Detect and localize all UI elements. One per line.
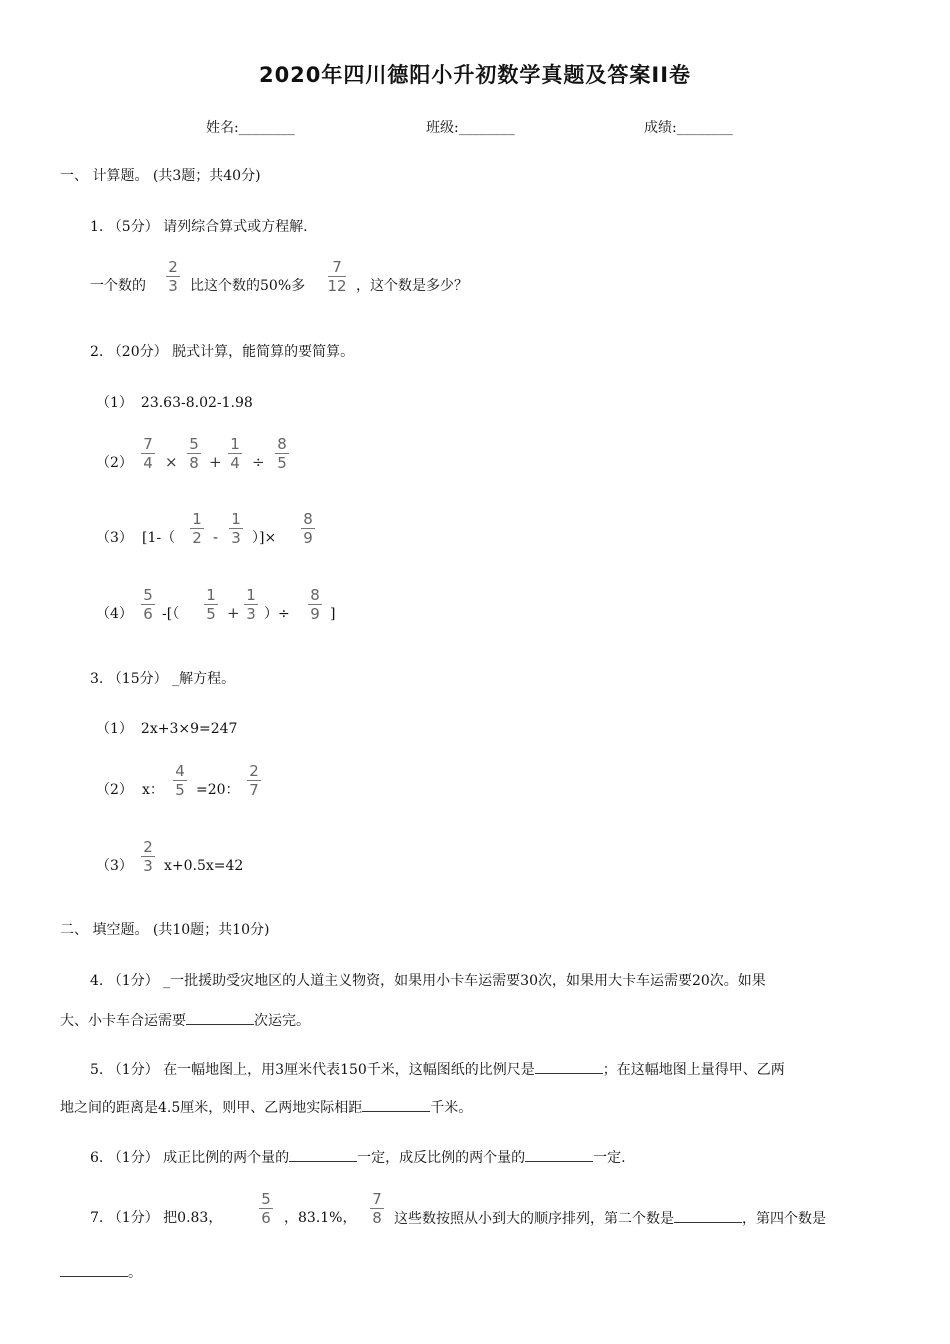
page-title: 2020年四川德阳小升初数学真题及答案II卷 xyxy=(258,63,692,87)
q3-part-1-label: （1） xyxy=(96,721,133,737)
q2-part-2-fraction-3: 1 4 xyxy=(226,436,244,471)
q2-part-2-fraction-4: 8 5 xyxy=(273,436,291,471)
q7-text-c: 这些数按照从小到大的顺序排列，第二个数是 ，第四个数是 xyxy=(394,1208,826,1229)
q3-heading: 3. （15分） _解方程。 xyxy=(90,671,236,687)
q1-text-a: 一个数的 xyxy=(90,278,146,294)
q2-part-4-fraction-1: 5 6 xyxy=(139,587,157,622)
q7-line-2: 。 xyxy=(60,1262,142,1283)
class-blank[interactable]: ________ xyxy=(458,120,515,136)
score-label: 成绩: xyxy=(644,120,677,136)
q2-part-2-label: （2） xyxy=(96,455,133,471)
section-1-heading: 一、 计算题。 (共3题；共40分) xyxy=(60,168,261,184)
q7-answer-blank-1[interactable] xyxy=(674,1208,742,1223)
q7-text-a: 7. （1分） 把0.83， xyxy=(90,1210,223,1226)
q2-part-4-open: -[（ xyxy=(162,606,180,622)
q4-line-2: 大、小卡车合运需要 次运完。 xyxy=(60,1010,310,1031)
q4-line-1: 4. （1分） _一批援助受灾地区的人道主义物资，如果用小卡车运需要30次，如果用大卡车运需要20次。如果 xyxy=(90,973,766,989)
q2-part-2-fraction-1: 7 4 xyxy=(139,436,157,471)
q5-line-2: 地之间的距离是4.5厘米，则甲、乙两地实际相距 千米。 xyxy=(60,1097,472,1118)
q1-fraction-2: 7 12 xyxy=(327,258,347,295)
q2-part-4-plus: + xyxy=(227,604,240,622)
q4-answer-blank[interactable] xyxy=(186,1010,254,1025)
score-blank[interactable]: ________ xyxy=(676,120,733,136)
q3-part-2-label: （2） xyxy=(96,782,133,798)
q6-line: 6. （1分） 成正比例的两个量的 一定，成反比例的两个量的 一定. xyxy=(90,1147,626,1168)
q2-part-4-close: ）÷ xyxy=(264,606,290,622)
q2-part-3-fraction-1: 1 2 xyxy=(188,511,206,546)
q3-part-2-fraction-2: 2 7 xyxy=(245,763,263,798)
q2-part-3-label: （3） xyxy=(96,530,133,546)
q3-part-2-fraction-1: 4 5 xyxy=(171,763,189,798)
name-field xyxy=(206,118,295,138)
q2-part-4-fraction-3: 1 3 xyxy=(242,587,260,622)
q7-answer-blank-2[interactable] xyxy=(60,1262,128,1277)
section-2-heading: 二、 填空题。 (共10题；共10分) xyxy=(60,922,270,938)
q2-part-2-op-3: ÷ xyxy=(252,453,265,471)
q2-part-2-fraction-2: 5 8 xyxy=(185,436,203,471)
q2-part-4-end: ] xyxy=(330,606,336,622)
score-field xyxy=(644,118,733,138)
name-blank[interactable]: ________ xyxy=(238,120,295,136)
q6-answer-blank-2[interactable] xyxy=(525,1147,593,1162)
q2-part-3-minus: - xyxy=(213,528,219,546)
q7-fraction-2: 7 8 xyxy=(368,1191,386,1226)
q2-part-4-fraction-4: 8 9 xyxy=(306,587,324,622)
name-label: 姓名: xyxy=(206,120,239,136)
q2-part-3-fraction-3: 8 9 xyxy=(299,511,317,546)
q1-text-c: ，这个数是多少？ xyxy=(356,278,468,294)
q3-part-1 xyxy=(96,719,237,739)
q5-answer-blank-1[interactable] xyxy=(535,1059,603,1074)
q2-part-1-expression: 23.63-8.02-1.98 xyxy=(140,395,253,411)
q5-answer-blank-2[interactable] xyxy=(362,1097,430,1112)
q6-answer-blank-1[interactable] xyxy=(289,1147,357,1162)
q2-part-2-op-2: + xyxy=(209,453,222,471)
class-label: 班级: xyxy=(426,120,459,136)
q2-part-3-fraction-2: 1 3 xyxy=(227,511,245,546)
class-field xyxy=(426,118,515,138)
q2-part-1-label: （1） xyxy=(96,395,133,411)
q1-heading: 1. （5分） 请列综合算式或方程解. xyxy=(90,219,308,235)
q2-part-4-fraction-2: 1 5 xyxy=(202,587,220,622)
q3-part-1-equation: 2x+3×9=247 xyxy=(140,721,238,737)
q3-part-2-pre: x： xyxy=(142,782,164,798)
q3-part-3-equation: x+0.5x=42 xyxy=(164,858,244,874)
q2-part-1 xyxy=(96,393,253,413)
q2-part-3-open: [1-（ xyxy=(142,530,176,546)
q1-text-b: 比这个数的50%多 xyxy=(190,278,306,294)
q2-part-3-close: ）]× xyxy=(252,530,277,546)
q3-part-2-mid: =20： xyxy=(196,782,240,798)
q3-part-3-label: （3） xyxy=(96,858,133,874)
q7-text-b: ，83.1%， xyxy=(284,1210,357,1226)
q1-fraction-1: 2 3 xyxy=(164,259,182,294)
q3-part-3-fraction: 2 3 xyxy=(139,839,157,874)
q2-part-2-op-1: × xyxy=(165,453,178,471)
q2-part-4-label: （4） xyxy=(96,606,133,622)
q5-line-1: 5. （1分） 在一幅地图上，用3厘米代表150千米，这幅图纸的比例尺是 ；在这幅地图上量得甲、乙两 xyxy=(90,1059,785,1080)
q2-heading: 2. （20分） 脱式计算，能简算的要简算。 xyxy=(90,344,355,360)
q7-fraction-1: 5 6 xyxy=(257,1191,275,1226)
